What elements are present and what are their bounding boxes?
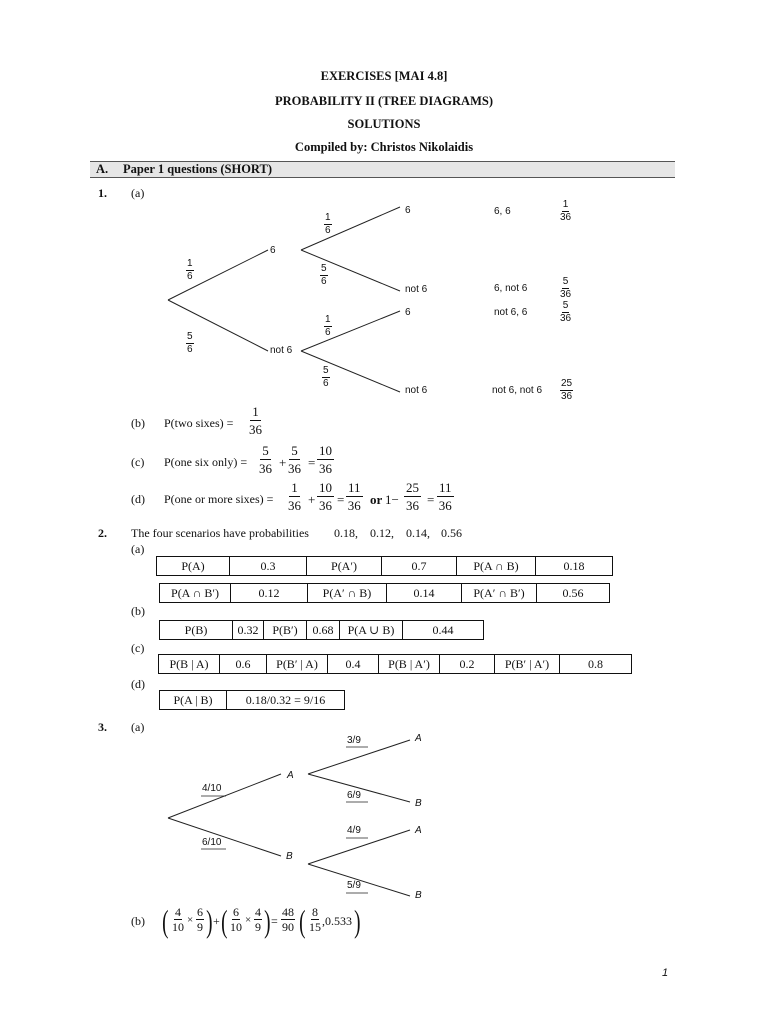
q2-part-d-label: (d) <box>131 677 145 691</box>
doc-title-line3: SOLUTIONS <box>347 117 421 131</box>
q1-leaf-six-b: 6 <box>405 307 411 318</box>
table-cell: 0.56 <box>537 584 610 603</box>
table-cell: 0.32 <box>233 621 264 640</box>
table-cell: P(B) <box>160 621 233 640</box>
table-cell: P(B′ | A) <box>267 655 328 674</box>
table-cell: 0.18 <box>536 557 613 576</box>
table-cell: P(B | A) <box>159 655 220 674</box>
q3-part-b-f2: $\frac{6}{9}$ <box>197 905 203 934</box>
q1-outcome-prob: $\frac{25}{36}$ <box>561 378 573 402</box>
q1-part-c-result: $\frac{10}{36}$ <box>319 443 332 476</box>
q3-prob-bb: 5/9 <box>347 880 361 891</box>
q1-part-a-label: (a) <box>131 186 145 200</box>
q1-part-c-label: (c) <box>131 455 145 469</box>
q1-part-c-plus: + <box>279 455 287 470</box>
q3-leaf-bb: B <box>415 890 422 901</box>
q3-prob-a: 4/10 <box>202 783 222 794</box>
table-cell: P(A ∩ B′) <box>160 584 231 603</box>
table-cell: P(A ∪ B) <box>340 621 403 640</box>
q1-outcome-label: not 6, 6 <box>494 307 528 318</box>
table-cell: 0.68 <box>307 621 340 640</box>
q1-part-d-term1: $\frac{1}{36}$ <box>288 480 301 513</box>
q3-leaf-ba: A <box>415 825 422 836</box>
q3-prob-ba: 4/9 <box>347 825 361 836</box>
table-cell: P(A | B) <box>160 691 227 710</box>
q1-outcome-label: 6, not 6 <box>494 283 528 294</box>
q1-leaf-not-six-a: not 6 <box>405 284 428 295</box>
q1-node-six: 6 <box>270 245 276 256</box>
table-cell: 0.7 <box>382 557 457 576</box>
q1-part-d-result: $\frac{11}{36}$ <box>347 480 361 513</box>
q3-part-b-f3: $\frac{6}{10}$ <box>230 905 242 934</box>
q1-part-d-equals-2: = <box>427 492 435 507</box>
q1-prob-six-not-six: $\frac{5}{6}$ <box>321 263 327 287</box>
q3-part-b-decimal: ,0.533 <box>322 914 352 928</box>
table-cell: P(A′ ∩ B) <box>308 584 387 603</box>
q2-prob-1: 0.18, <box>334 526 358 540</box>
q3-leaf-aa: A <box>415 733 422 744</box>
q3-part-a-label: (a) <box>131 720 145 734</box>
table-cell: P(B′) <box>264 621 307 640</box>
q3-part-b-f6: $\frac{8}{15}$ <box>309 905 321 934</box>
q1-part-d-plus: + <box>308 492 316 507</box>
q1-prob-not-six-six: $\frac{1}{6}$ <box>325 314 331 338</box>
q2-prob-4: 0.56 <box>441 526 462 540</box>
table-cell: 0.12 <box>231 584 308 603</box>
q1-outcome-label: not 6, not 6 <box>492 385 543 396</box>
doc-title-line1: EXERCISES [MAI 4.8] <box>320 69 448 83</box>
table-cell: P(A′) <box>307 557 382 576</box>
q1-part-d-text: P(one or more sixes) = <box>164 492 274 506</box>
q3-part-b-f1: $\frac{4}{10}$ <box>172 905 184 934</box>
q1-prob-not-six-not-six: $\frac{5}{6}$ <box>323 365 329 389</box>
table-cell: P(B | A′) <box>379 655 440 674</box>
q1-part-d-or: or <box>370 492 383 507</box>
q1-part-d-equals: = <box>337 492 345 507</box>
q3-part-b-plus: + <box>213 914 220 928</box>
q1-part-d-complement: $\frac{25}{36}$ <box>406 480 419 513</box>
q1-prob-six-six: $\frac{1}{6}$ <box>325 212 331 236</box>
q3-part-b-f5: $\frac{48}{90}$ <box>282 905 294 934</box>
q1-part-b-text: P(two sixes) = <box>164 416 234 430</box>
q2-prob-3: 0.14, <box>406 526 430 540</box>
q3-prob-aa: 3/9 <box>347 735 361 746</box>
doc-title-line2: PROBABILITY II (TREE DIAGRAMS) <box>275 94 493 108</box>
q3-prob-ab: 6/9 <box>347 790 361 801</box>
q1-part-c-term2: $\frac{5}{36}$ <box>288 443 301 476</box>
table-cell: P(A) <box>157 557 230 576</box>
table-cell: 0.2 <box>440 655 495 674</box>
q1-prob-first-six: $\frac{1}{6}$ <box>187 258 193 282</box>
q1-prob-first-not-six: $\frac{5}{6}$ <box>187 331 193 355</box>
q1-part-b-answer: $\frac{1}{36}$ <box>249 404 262 437</box>
q3-part-b-f4: $\frac{4}{9}$ <box>255 905 261 934</box>
table-cell: 0.18/0.32 = 9/16 <box>227 691 345 710</box>
q2-intro: The four scenarios have probabilities <box>131 526 309 540</box>
q3-leaf-ab: B <box>415 798 422 809</box>
q2-part-a-label: (a) <box>131 542 145 556</box>
q1-part-b-label: (b) <box>131 416 145 430</box>
q2-part-b-label: (b) <box>131 604 145 618</box>
q1-outcome-prob: $\frac{1}{36}$ <box>560 199 572 223</box>
q1-part-d-result-2: $\frac{11}{36}$ <box>438 480 452 513</box>
table-cell: 0.6 <box>220 655 267 674</box>
q3-part-b-times-2: × <box>245 914 252 926</box>
table-cell: 0.14 <box>387 584 462 603</box>
q3-part-b-times-1: × <box>187 914 194 926</box>
q1-outcome-prob: $\frac{5}{36}$ <box>560 276 572 300</box>
q1-outcome-label: 6, 6 <box>494 206 511 217</box>
table-cell: 0.44 <box>403 621 484 640</box>
section-title: Paper 1 questions (SHORT) <box>123 162 272 176</box>
q3-number: 3. <box>98 720 107 734</box>
q1-part-c-equals: = <box>308 455 316 470</box>
q1-part-c-text: P(one six only) = <box>164 455 248 469</box>
q3-prob-b: 6/10 <box>202 837 222 848</box>
q3-branch-b <box>168 818 281 856</box>
q3-part-b-label: (b) <box>131 914 145 928</box>
table-cell: P(A′ ∩ B′) <box>462 584 537 603</box>
page-number: 1 <box>662 967 669 979</box>
doc-author: Compiled by: Christos Nikolaidis <box>294 140 474 154</box>
q1-part-d-one-minus: 1− <box>385 492 399 507</box>
table-cell: 0.8 <box>560 655 632 674</box>
q1-leaf-six-a: 6 <box>405 205 411 216</box>
table-cell: P(A ∩ B) <box>457 557 536 576</box>
q1-part-d-term2: $\frac{10}{36}$ <box>319 480 332 513</box>
q2-prob-2: 0.12, <box>370 526 394 540</box>
q1-part-c-term1: $\frac{5}{36}$ <box>259 443 272 476</box>
q1-leaf-not-six-b: not 6 <box>405 385 428 396</box>
q3-part-b-equals: = <box>271 914 278 928</box>
section-letter: A. <box>96 162 109 176</box>
q3-node-b: B <box>286 851 293 862</box>
q3-node-a: A <box>287 770 294 781</box>
q1-part-d-label: (d) <box>131 492 145 506</box>
q1-node-not-six: not 6 <box>270 345 293 356</box>
q2-number: 2. <box>98 526 107 540</box>
table-cell: 0.3 <box>230 557 307 576</box>
table-cell: 0.4 <box>328 655 379 674</box>
q1-number: 1. <box>98 186 107 200</box>
q2-part-c-label: (c) <box>131 641 145 655</box>
table-cell: P(B′ | A′) <box>495 655 560 674</box>
q1-outcome-prob: $\frac{5}{36}$ <box>560 300 572 324</box>
